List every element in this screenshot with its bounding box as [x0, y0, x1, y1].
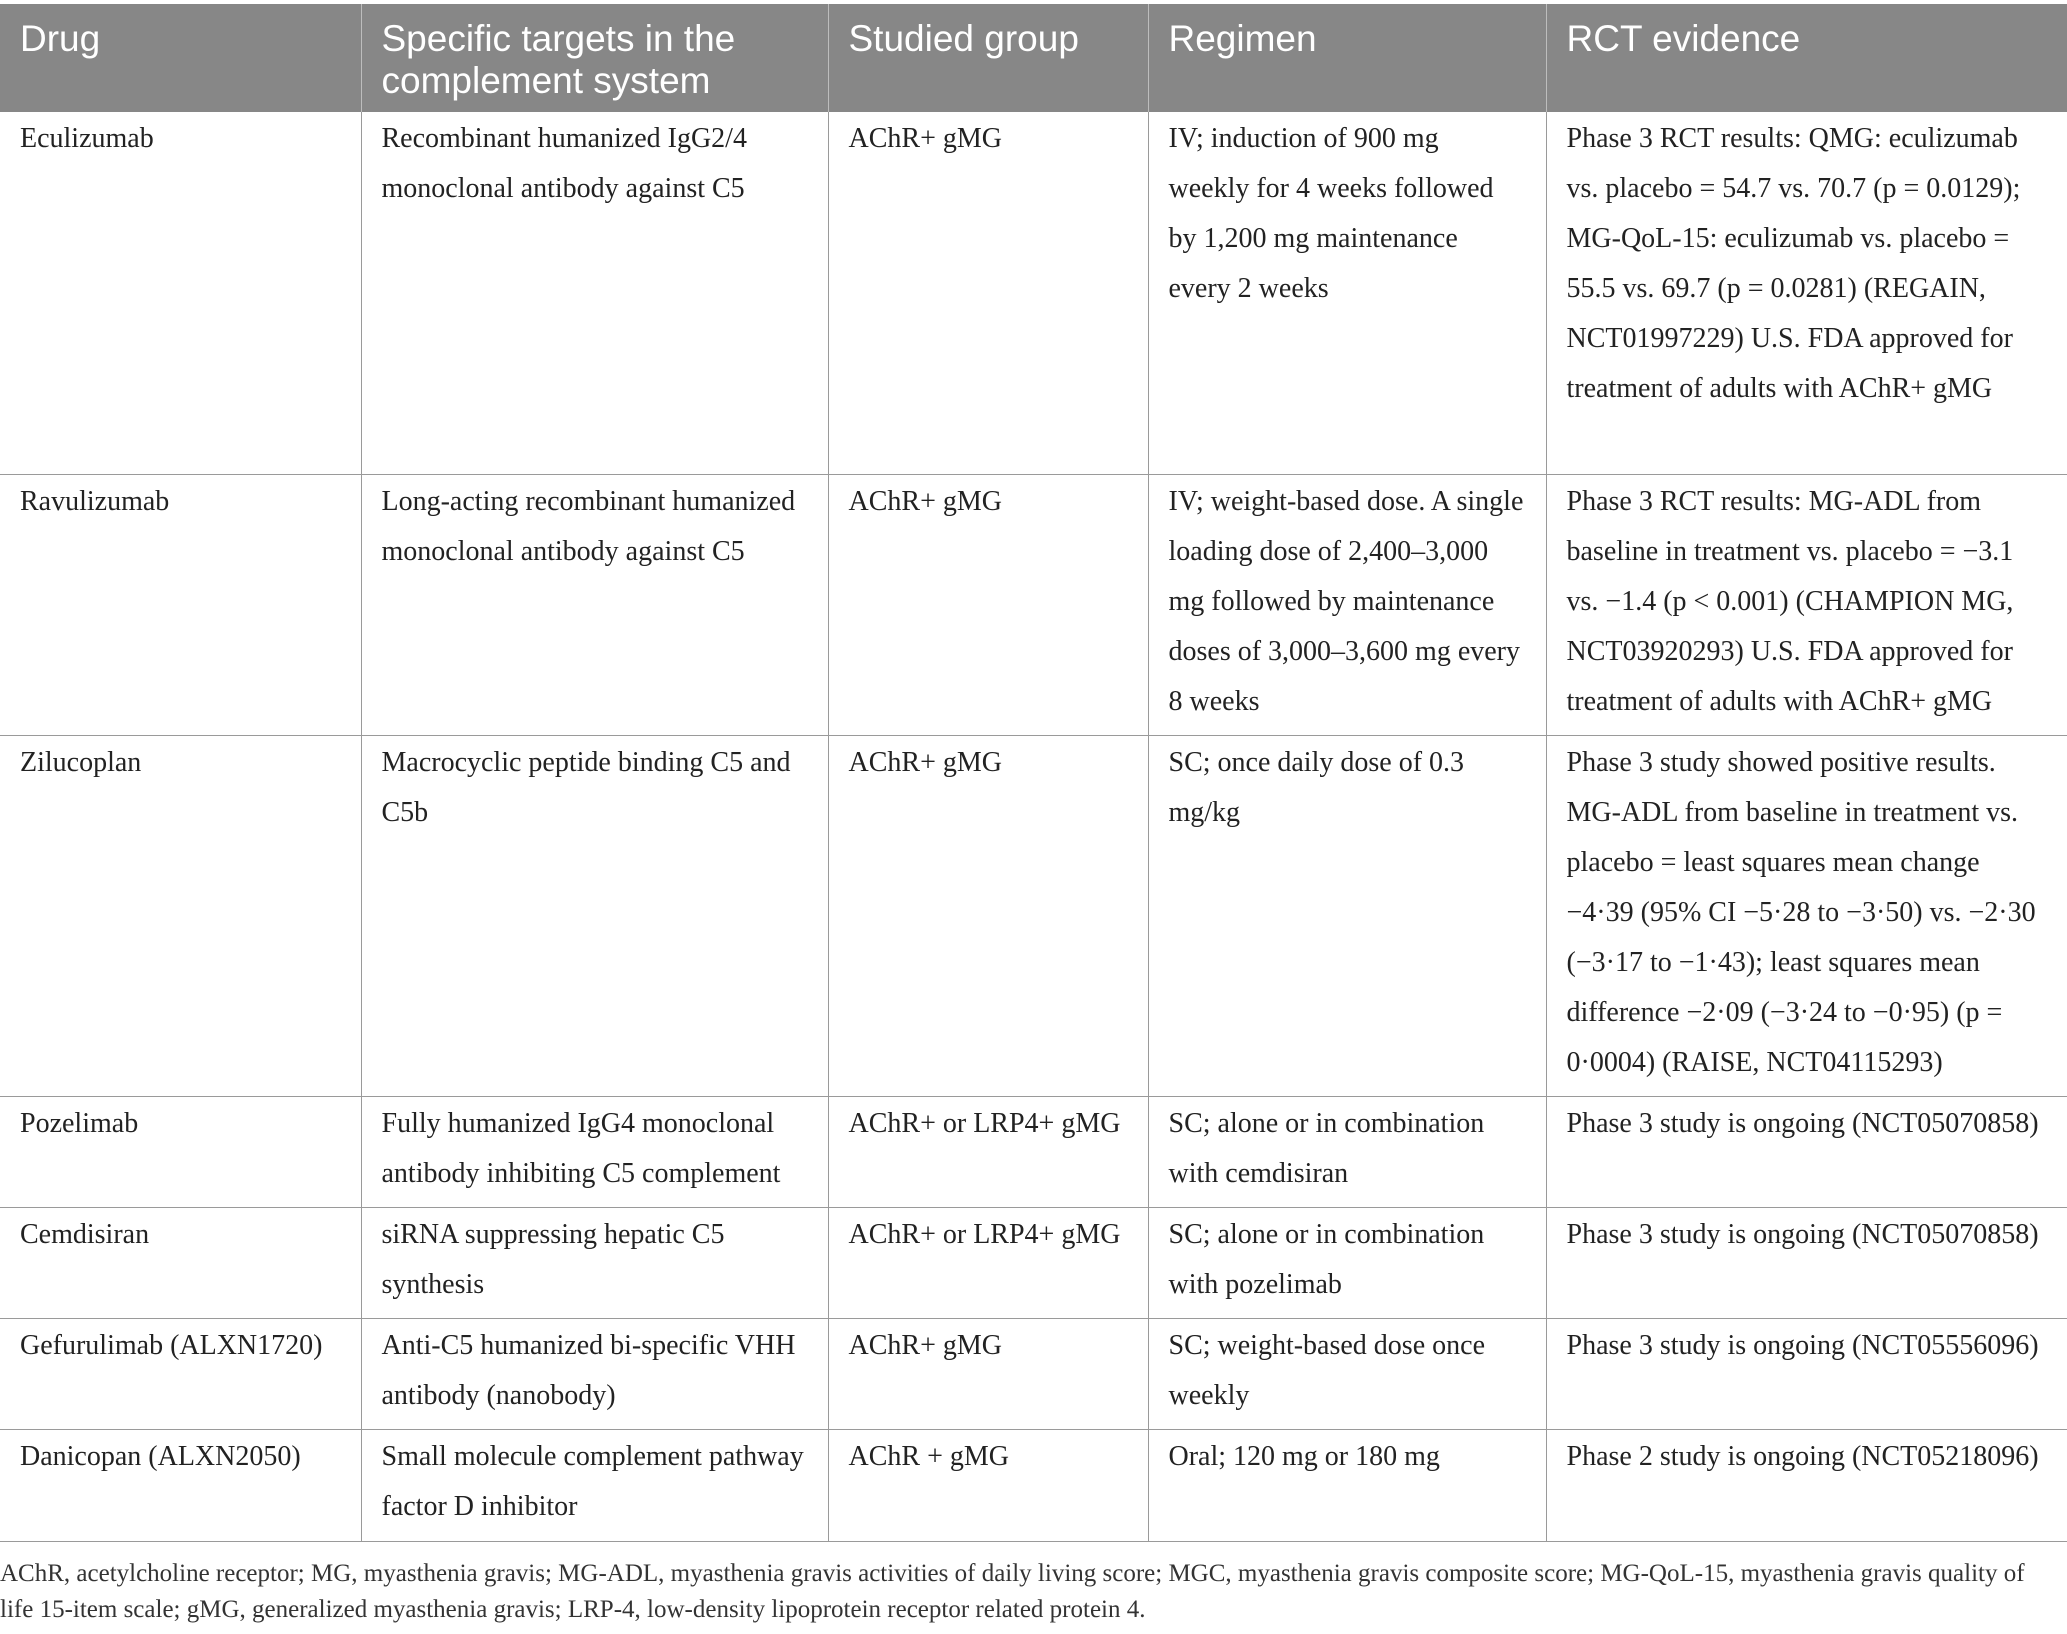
evidence-cell: Phase 2 study is ongoing (NCT05218096)	[1546, 1429, 2067, 1541]
evidence-cell: Phase 3 study is ongoing (NCT05070858)	[1546, 1207, 2067, 1318]
header-rct-evidence: RCT evidence	[1546, 4, 2067, 112]
evidence-cell: Phase 3 study is ongoing (NCT05556096)	[1546, 1318, 2067, 1429]
regimen-cell: SC; alone or in combination with pozelimab	[1148, 1207, 1546, 1318]
evidence-cell: Phase 3 RCT results: MG-ADL from baseline in treatment vs. placebo = −3.1 vs. −1.4 (p < 0.001) (CHAMPION MG, NCT03920293) U.S. FDA approved for treatment of adults with AChR+ gMG	[1546, 474, 2067, 735]
header-row	[0, 4, 2067, 112]
target-cell: Long-acting recombinant humanized monoclonal antibody against C5	[361, 474, 828, 735]
drug-cell: Eculizumab	[0, 112, 361, 474]
header-targets: Specific targets in the complement system	[361, 4, 828, 112]
drug-cell: Danicopan (ALXN2050)	[0, 1429, 361, 1541]
drug-table-container	[0, 4, 2067, 1542]
table-row	[0, 1096, 2067, 1207]
group-cell: AChR + gMG	[828, 1429, 1148, 1541]
regimen-cell: SC; once daily dose of 0.3 mg/kg	[1148, 735, 1546, 1096]
drug-cell: Zilucoplan	[0, 735, 361, 1096]
drug-cell: Ravulizumab	[0, 474, 361, 735]
table-row	[0, 1207, 2067, 1318]
target-cell: siRNA suppressing hepatic C5 synthesis	[361, 1207, 828, 1318]
group-cell: AChR+ or LRP4+ gMG	[828, 1207, 1148, 1318]
drug-table	[0, 4, 2067, 1542]
drug-cell: Cemdisiran	[0, 1207, 361, 1318]
table-row	[0, 1318, 2067, 1429]
table-row	[0, 112, 2067, 474]
evidence-cell: Phase 3 study showed positive results. MG-ADL from baseline in treatment vs. placebo = least squares mean change −4·39 (95% CI −5·28 to −3·50) vs. −2·30 (−3·17 to −1·43); least squares mean difference −2·09 (−3·24 to −0·95) (p = 0·0004) (RAISE, NCT04115293)	[1546, 735, 2067, 1096]
group-cell: AChR+ gMG	[828, 474, 1148, 735]
regimen-cell: IV; induction of 900 mg weekly for 4 weeks followed by 1,200 mg maintenance every 2 weeks	[1148, 112, 1546, 474]
table-row	[0, 735, 2067, 1096]
target-cell: Small molecule complement pathway factor D inhibitor	[361, 1429, 828, 1541]
regimen-cell: SC; alone or in combination with cemdisiran	[1148, 1096, 1546, 1207]
target-cell: Recombinant humanized IgG2/4 monoclonal antibody against C5	[361, 112, 828, 474]
regimen-cell: Oral; 120 mg or 180 mg	[1148, 1429, 1546, 1541]
header-drug: Drug	[0, 4, 361, 112]
drug-cell: Pozelimab	[0, 1096, 361, 1207]
evidence-cell: Phase 3 study is ongoing (NCT05070858)	[1546, 1096, 2067, 1207]
target-cell: Fully humanized IgG4 monoclonal antibody inhibiting C5 complement	[361, 1096, 828, 1207]
group-cell: AChR+ gMG	[828, 112, 1148, 474]
group-cell: AChR+ gMG	[828, 1318, 1148, 1429]
drug-cell: Gefurulimab (ALXN1720)	[0, 1318, 361, 1429]
target-cell: Anti-C5 humanized bi-specific VHH antibody (nanobody)	[361, 1318, 828, 1429]
table-row	[0, 474, 2067, 735]
regimen-cell: SC; weight-based dose once weekly	[1148, 1318, 1546, 1429]
header-regimen: Regimen	[1148, 4, 1546, 112]
group-cell: AChR+ gMG	[828, 735, 1148, 1096]
header-studied-group: Studied group	[828, 4, 1148, 112]
table-row	[0, 1429, 2067, 1541]
table-footnote: AChR, acetylcholine receptor; MG, myasthenia gravis; MG-ADL, myasthenia gravis activities of daily living score; MGC, myasthenia gravis composite score; MG-QoL-15, myasthenia gravis quality of life 15-item scale; gMG, generalized myasthenia gravis; LRP-4, low-density lipoprotein receptor related protein 4.	[0, 1560, 2025, 1623]
regimen-cell: IV; weight-based dose. A single loading dose of 2,400–3,000 mg followed by maintenance doses of 3,000–3,600 mg every 8 weeks	[1148, 474, 1546, 735]
evidence-cell: Phase 3 RCT results: QMG: eculizumab vs. placebo = 54.7 vs. 70.7 (p = 0.0129); MG-QoL-15: eculizumab vs. placebo = 55.5 vs. 69.7 (p = 0.0281) (REGAIN, NCT01997229) U.S. FDA approved for treatment of adults with AChR+ gMG	[1546, 112, 2067, 474]
group-cell: AChR+ or LRP4+ gMG	[828, 1096, 1148, 1207]
target-cell: Macrocyclic peptide binding C5 and C5b	[361, 735, 828, 1096]
